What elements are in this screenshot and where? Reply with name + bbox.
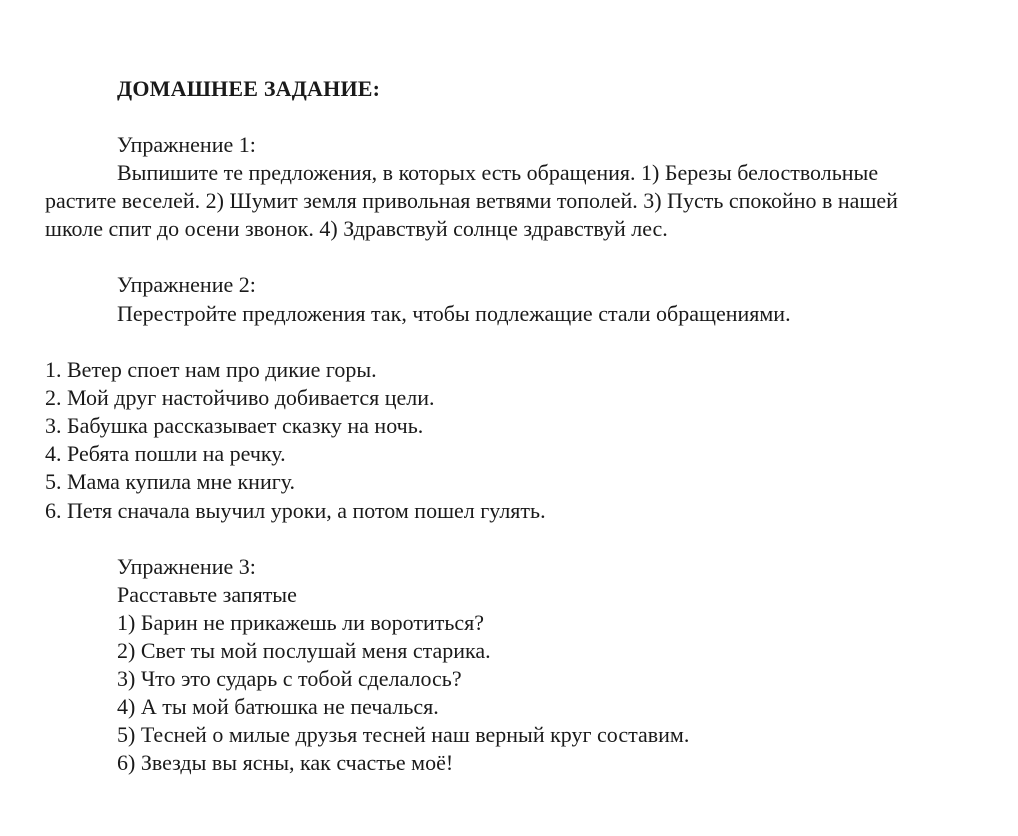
exercise-2-item: 6. Петя сначала выучил уроки, а потом пошел гулять. <box>45 498 546 523</box>
exercise-1-heading: Упражнение 1: <box>117 132 256 157</box>
exercise-1-text-line: школе спит до осени звонок. 4) Здравствуй солнце здравствуй лес. <box>45 216 668 241</box>
exercise-3-instruction: Расставьте запятые <box>117 582 297 607</box>
exercise-3-item: 2) Свет ты мой послушай меня старика. <box>117 638 491 663</box>
exercise-2-instruction: Перестройте предложения так, чтобы подлежащие стали обращениями. <box>117 301 791 326</box>
exercise-1-text-line: растите веселей. 2) Шумит земля привольная ветвями тополей. 3) Пусть спокойно в нашей <box>45 188 898 213</box>
exercise-3-item: 1) Барин не прикажешь ли воротиться? <box>117 610 485 635</box>
exercise-2-item: 5. Мама купила мне книгу. <box>45 469 296 494</box>
exercise-3-item: 3) Что это сударь с тобой сделалось? <box>117 666 462 691</box>
exercise-2-item: 4. Ребята пошли на речку. <box>45 441 286 466</box>
exercise-3-heading: Упражнение 3: <box>117 554 256 579</box>
page-title: ДОМАШНЕЕ ЗАДАНИЕ: <box>117 76 381 101</box>
exercise-1-text-line: Выпишите те предложения, в которых есть обращения. 1) Березы белоствольные <box>117 160 879 185</box>
exercise-2-item: 2. Мой друг настойчиво добивается цели. <box>45 385 435 410</box>
exercise-3-item: 4) А ты мой батюшка не печалься. <box>117 694 439 719</box>
exercise-2-item: 3. Бабушка рассказывает сказку на ночь. <box>45 413 424 438</box>
exercise-2-heading: Упражнение 2: <box>117 272 256 297</box>
exercise-2-item: 1. Ветер споет нам про дикие горы. <box>45 357 377 382</box>
exercise-3-item: 5) Тесней о милые друзья тесней наш верный круг составим. <box>117 722 690 747</box>
exercise-3-item: 6) Звезды вы ясны, как счастье моё! <box>117 750 454 775</box>
